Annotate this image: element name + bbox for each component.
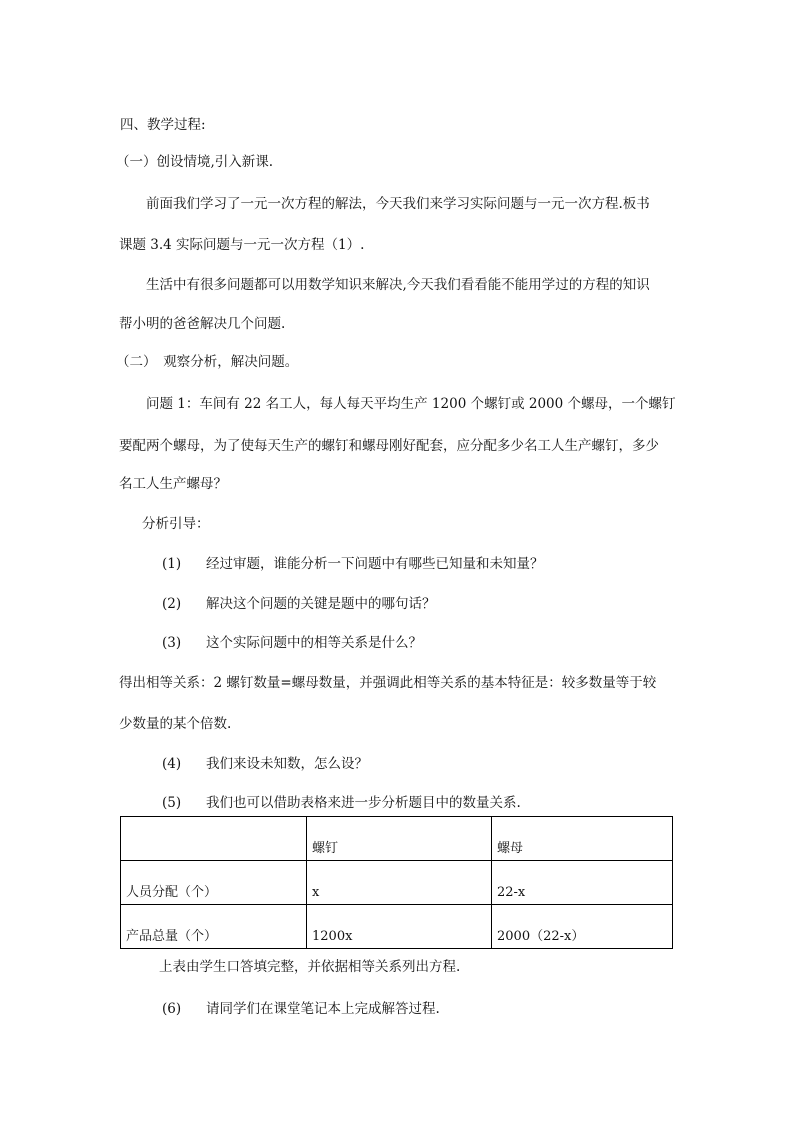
question-text: 我们来设未知数，怎么设？ [206, 756, 368, 772]
quantity-table [120, 816, 673, 949]
table-header-row [121, 817, 673, 861]
question-text: 解决这个问题的关键是题中的哪句话？ [206, 596, 436, 612]
paragraph-2-line-2: 帮小明的爸爸解决几个问题. [119, 316, 286, 332]
table-row [121, 861, 673, 905]
table-cell: 产品总量（个） [121, 905, 307, 949]
question-number: (6) [162, 1001, 182, 1017]
question-number: (4) [162, 756, 182, 772]
table-row [121, 905, 673, 949]
question-number: (5) [162, 795, 182, 811]
question-text: 请同学们在课堂笔记本上完成解答过程. [206, 1001, 440, 1017]
paragraph-1-line-2: 课题 3.4 实际问题与一元一次方程（1）. [119, 237, 365, 253]
table-cell: x [307, 861, 492, 905]
question-text: 经过审题，谁能分析一下问题中有哪些已知量和未知量？ [206, 556, 544, 572]
table-cell: 1200x [307, 905, 492, 949]
relation-line-2: 少数量的某个倍数. [119, 716, 232, 732]
relation-line-1: 得出相等关系：2 螺钉数量=螺母数量，并强调此相等关系的基本特征是：较多数量等于较 [119, 675, 657, 691]
problem-line-2: 要配两个螺母，为了使每天生产的螺钉和螺母刚好配套，应分配多少名工人生产螺钉，多少 [119, 438, 659, 454]
question-number: (2) [162, 596, 182, 612]
problem-line-3: 名工人生产螺母？ [119, 476, 227, 492]
table-cell: 2000（22-x） [492, 905, 673, 949]
question-text: 我们也可以借助表格来进一步分析题目中的数量关系. [206, 795, 521, 811]
analysis-title: 分析引导： [142, 516, 210, 532]
table-cell: 螺母 [492, 817, 673, 861]
after-table-text: 上表由学生口答填完整，并依据相等关系列出方程. [159, 959, 461, 975]
question-1 [162, 555, 544, 573]
table-cell: 螺钉 [307, 817, 492, 861]
table-cell: 人员分配（个） [121, 861, 307, 905]
problem-line-1: 问题 1：车间有 22 名工人，每人每天平均生产 1200 个螺钉或 2000 个螺母，一个螺钉 [146, 396, 676, 412]
question-number: (1) [162, 556, 182, 572]
question-6 [162, 1000, 440, 1018]
subsection-heading-2: （二） 观察分析，解决问题。 [116, 354, 299, 370]
section-heading: 四、教学过程: [120, 117, 206, 133]
question-2 [162, 595, 436, 613]
question-number: (3) [162, 635, 182, 651]
question-text: 这个实际问题中的相等关系是什么？ [206, 635, 422, 651]
question-5 [162, 794, 521, 812]
table-cell: 22-x [492, 861, 673, 905]
question-4 [162, 755, 368, 773]
subsection-heading-1: （一）创设情境,引入新课. [116, 154, 274, 170]
paragraph-1-line-1: 前面我们学习了一元一次方程的解法，今天我们来学习实际问题与一元一次方程.板书 [146, 196, 650, 212]
paragraph-2-line-1: 生活中有很多问题都可以用数学知识来解决,今天我们看看能不能用学过的方程的知识 [146, 277, 650, 293]
table-cell [121, 817, 307, 861]
question-3 [162, 634, 422, 652]
